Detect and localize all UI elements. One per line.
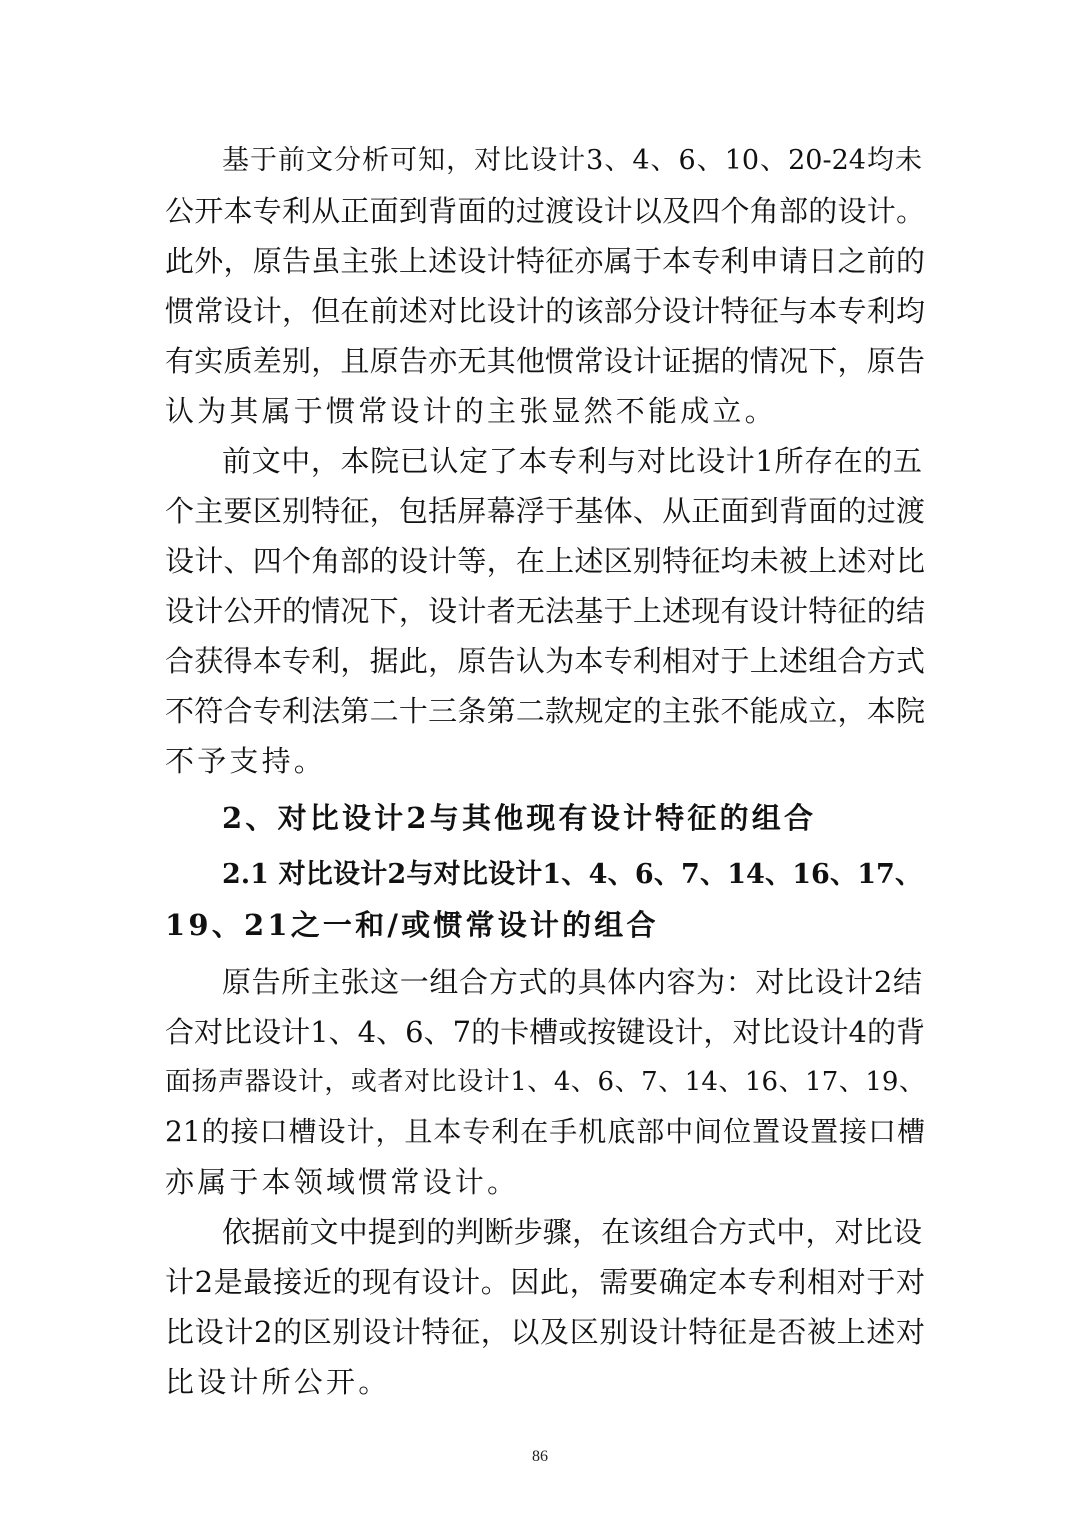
- paragraph-3-line-4: 21的接口槽设计，且本专利在手机底部中间位置设置接口槽: [165, 1115, 925, 1148]
- paragraph-2-line-5: 合获得本专利，据此，原告认为本专利相对于上述组合方式: [165, 644, 925, 678]
- paragraph-1-line-1: 基于前文分析可知，对比设计3、4、6、10、20-24均未: [222, 145, 922, 176]
- page-number: 86: [532, 1448, 548, 1465]
- paragraph-1-line-4: 惯常设计，但在前述对比设计的该部分设计特征与本专利均: [165, 294, 925, 328]
- subsection-heading-line-1: 2.1 对比设计2与对比设计1、4、6、7、14、16、17、: [222, 859, 922, 890]
- paragraph-3-line-3: 面扬声器设计，或者对比设计1、4、6、7、14、16、17、19、: [165, 1067, 925, 1097]
- paragraph-4-line-2: 计2是最接近的现有设计。因此，需要确定本专利相对于对: [165, 1265, 925, 1299]
- paragraph-2-line-4: 设计公开的情况下，设计者无法基于上述现有设计特征的结: [165, 594, 925, 628]
- paragraph-2-line-7: 不予支持。: [165, 744, 327, 778]
- paragraph-2-line-6: 不符合专利法第二十三条第二款规定的主张不能成立，本院: [165, 694, 925, 728]
- paragraph-4-line-3: 比设计2的区别设计特征，以及区别设计特征是否被上述对: [165, 1315, 925, 1349]
- paragraph-2-line-3: 设计、四个角部的设计等，在上述区别特征均未被上述对比: [165, 544, 925, 578]
- paragraph-1-line-6: 认为其属于惯常设计的主张显然不能成立。: [165, 394, 777, 428]
- paragraph-1-line-5: 有实质差别，且原告亦无其他惯常设计证据的情况下，原告: [165, 344, 925, 378]
- paragraph-3-line-1: 原告所主张这一组合方式的具体内容为：对比设计2结: [222, 965, 922, 999]
- paragraph-2-line-1: 前文中，本院已认定了本专利与对比设计1所存在的五: [222, 444, 922, 478]
- paragraph-4-line-1: 依据前文中提到的判断步骤，在该组合方式中，对比设: [222, 1215, 922, 1249]
- paragraph-3-line-2: 合对比设计1、4、6、7的卡槽或按键设计，对比设计4的背: [165, 1015, 925, 1049]
- section-heading: 2、对比设计2与其他现有设计特征的组合: [222, 801, 817, 835]
- paragraph-4-line-4: 比设计所公开。: [165, 1365, 391, 1399]
- paragraph-1-line-2: 公开本专利从正面到背面的过渡设计以及四个角部的设计。: [165, 194, 925, 228]
- paragraph-3-line-5: 亦属于本领域惯常设计。: [165, 1165, 520, 1199]
- subsection-heading-line-2: 19、21之一和/或惯常设计的组合: [165, 908, 659, 942]
- paragraph-1-line-3: 此外，原告虽主张上述设计特征亦属于本专利申请日之前的: [165, 244, 925, 278]
- paragraph-2-line-2: 个主要区别特征，包括屏幕浮于基体、从正面到背面的过渡: [165, 494, 925, 528]
